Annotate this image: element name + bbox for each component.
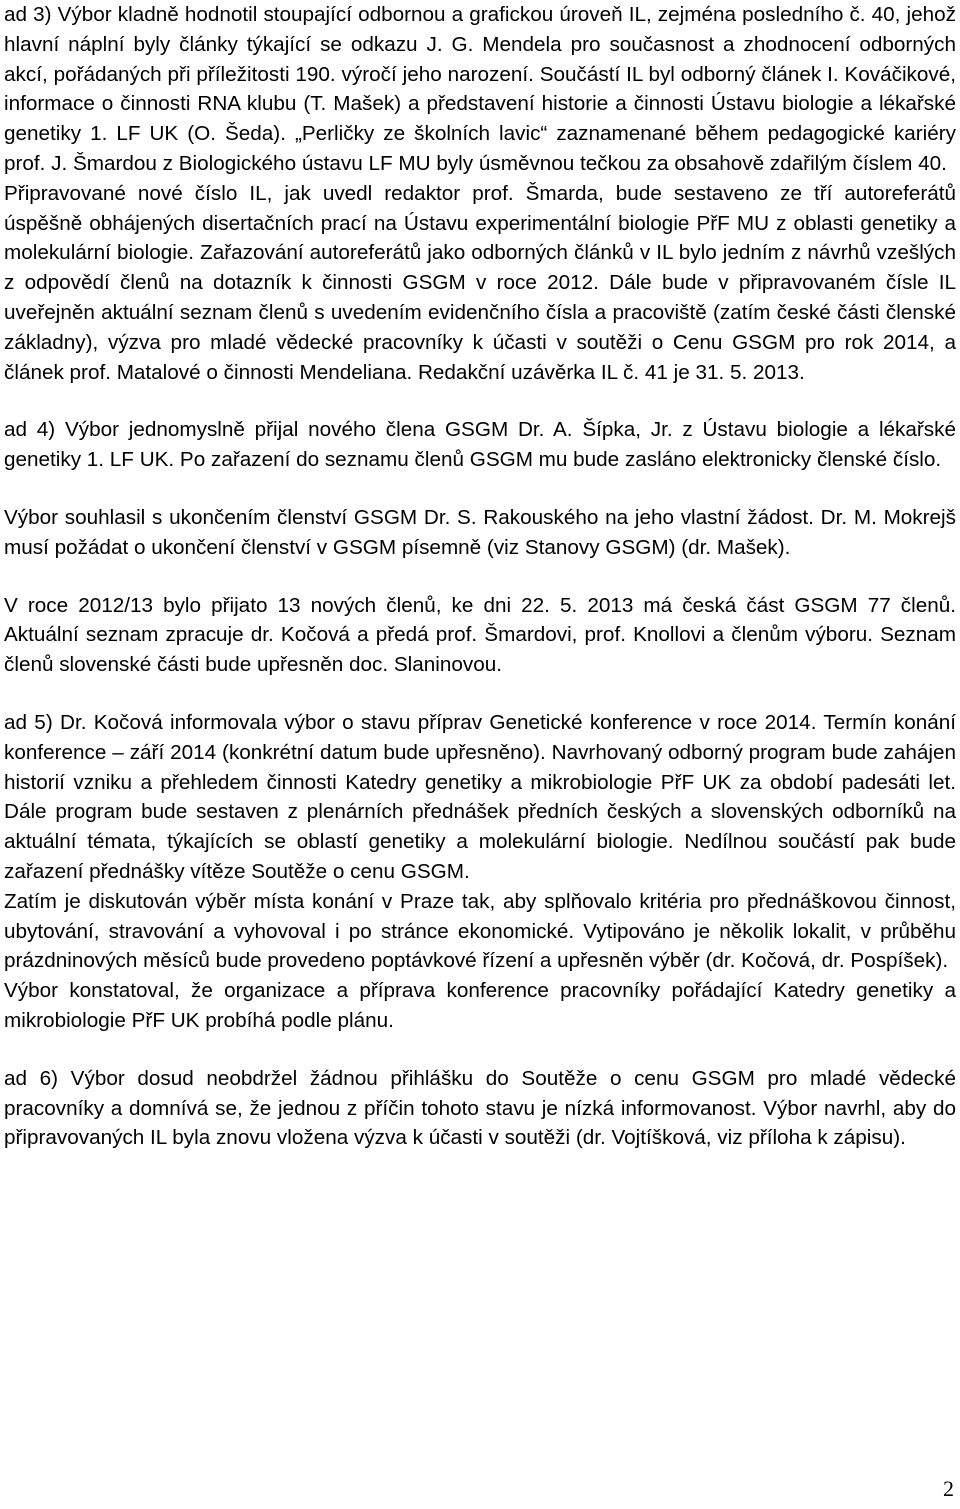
paragraph-ad5: ad 5) Dr. Kočová informovala výbor o stavu příprav Genetické konference v roce 2014. Termín konání konference – září 2014 (konkrétní datum bude upřesněno). Navrhovaný odborný program bude zahájen historií vzniku a přehledem činnosti Katedry genetiky a mikrobiologie PřF UK za období padesáti let. Dále program bude sestaven z plenárních přednášek předních českých a slovenských odborníků na aktuální témata, týkajících se oblastí genetiky a molekulární biologie. Nedílnou součástí pak bude zařazení přednášky vítěze Soutěže o cenu GSGM. (4, 710, 956, 883)
paragraph-membership-termination: Výbor souhlasil s ukončením členství GSGM Dr. S. Rakouského na jeho vlastní žádost. Dr. M. Mokrejš musí požádat o ukončení členství v GSGM písemně (viz Stanovy GSGM) (dr. Mašek). (4, 505, 956, 559)
document-page (4, 0, 956, 1153)
paragraph-gap (4, 387, 956, 415)
paragraph-gap (4, 563, 956, 591)
paragraph-gap (4, 1036, 956, 1064)
paragraph-ad3: ad 3) Výbor kladně hodnotil stoupající odbornou a grafickou úroveň IL, zejména posledního č. 40, jehož hlavní náplní byly články týkající se odkazu J. G. Mendela pro současnost a zhodnocení odborných akcí, pořádaných při příležitosti 190. výročí jeho narození. Součástí IL byl odborný článek I. Kováčikové, informace o činnosti RNA klubu (T. Mašek) a představení historie a činnosti Ústavu biologie a lékařské genetiky 1. LF UK (O. Šeda). „Perličky ze školních lavic“ zaznamenané během pedagogické kariéry prof. J. Šmardou z Biologického ústavu LF MU byly úsměvnou tečkou za obsahově zdařilým číslem 40. (4, 3, 956, 175)
page-number: 2 (943, 1476, 954, 1501)
paragraph-il-next-issue: Připravované nové číslo IL, jak uvedl redaktor prof. Šmarda, bude sestaveno ze tří autoreferátů úspěšně obhájených disertačních prací na Ústavu experimentální biologie PřF MU z oblasti genetiky a molekulární biologie. Zařazování autoreferátů jako odborných článků v IL bylo jedním z návrhů vzešlých z odpovědí členů na dotazník k činnosti GSGM v roce 2012. Dále bude v připravovaném čísle IL uveřejněn aktuální seznam členů s uvedením evidenčního čísla a pracoviště (zatím české části členské základny), výzva pro mladé vědecké pracovníky k účasti v soutěži o Cenu GSGM pro rok 2014, a článek prof. Matalové o činnosti Mendeliana. Redakční uzávěrka IL č. 41 je 31. 5. 2013. (4, 181, 956, 384)
paragraph-ad6: ad 6) Výbor dosud neobdržel žádnou přihlášku do Soutěže o cenu GSGM pro mladé vědecké pracovníky a domnívá se, že jednou z příčin tohoto stavu je nízká informovanost. Výbor navrhl, aby do připravovaných IL byla znovu vložena výzva k účasti v soutěži (dr. Vojtíšková, viz příloha k zápisu). (4, 1066, 956, 1150)
paragraph-gap (4, 475, 956, 503)
paragraph-conference-status: Výbor konstatoval, že organizace a příprava konference pracovníky pořádající Katedry genetiky a mikrobiologie PřF UK probíhá podle plánu. (4, 979, 956, 1032)
paragraph-ad4: ad 4) Výbor jednomyslně přijal nového člena GSGM Dr. A. Šípka, Jr. z Ústavu biologie a lékařské genetiky 1. LF UK. Po zařazení do seznamu členů GSGM mu bude zasláno elektronicky členské číslo. (4, 418, 956, 472)
paragraph-gap (4, 680, 956, 708)
paragraph-new-members: V roce 2012/13 bylo přijato 13 nových členů, ke dni 22. 5. 2013 má česká část GSGM 77 členů. Aktuální seznam zpracuje dr. Kočová a předá prof. Šmardovi, prof. Knollovi a členům výboru. Seznam členů slovenské části bude upřesněn doc. Slaninovou. (4, 593, 956, 677)
paragraph-venue-selection: Zatím je diskutován výběr místa konání v Praze tak, aby splňovalo kritéria pro přednáškovou činnost, ubytování, stravování a vyhovoval i po stránce ekonomické. Vytipováno je několik lokalit, v průběhu prázdninových měsíců bude provedeno poptávkové řízení a upřesněn výběr (dr. Kočová, dr. Pospíšek). (4, 889, 956, 973)
